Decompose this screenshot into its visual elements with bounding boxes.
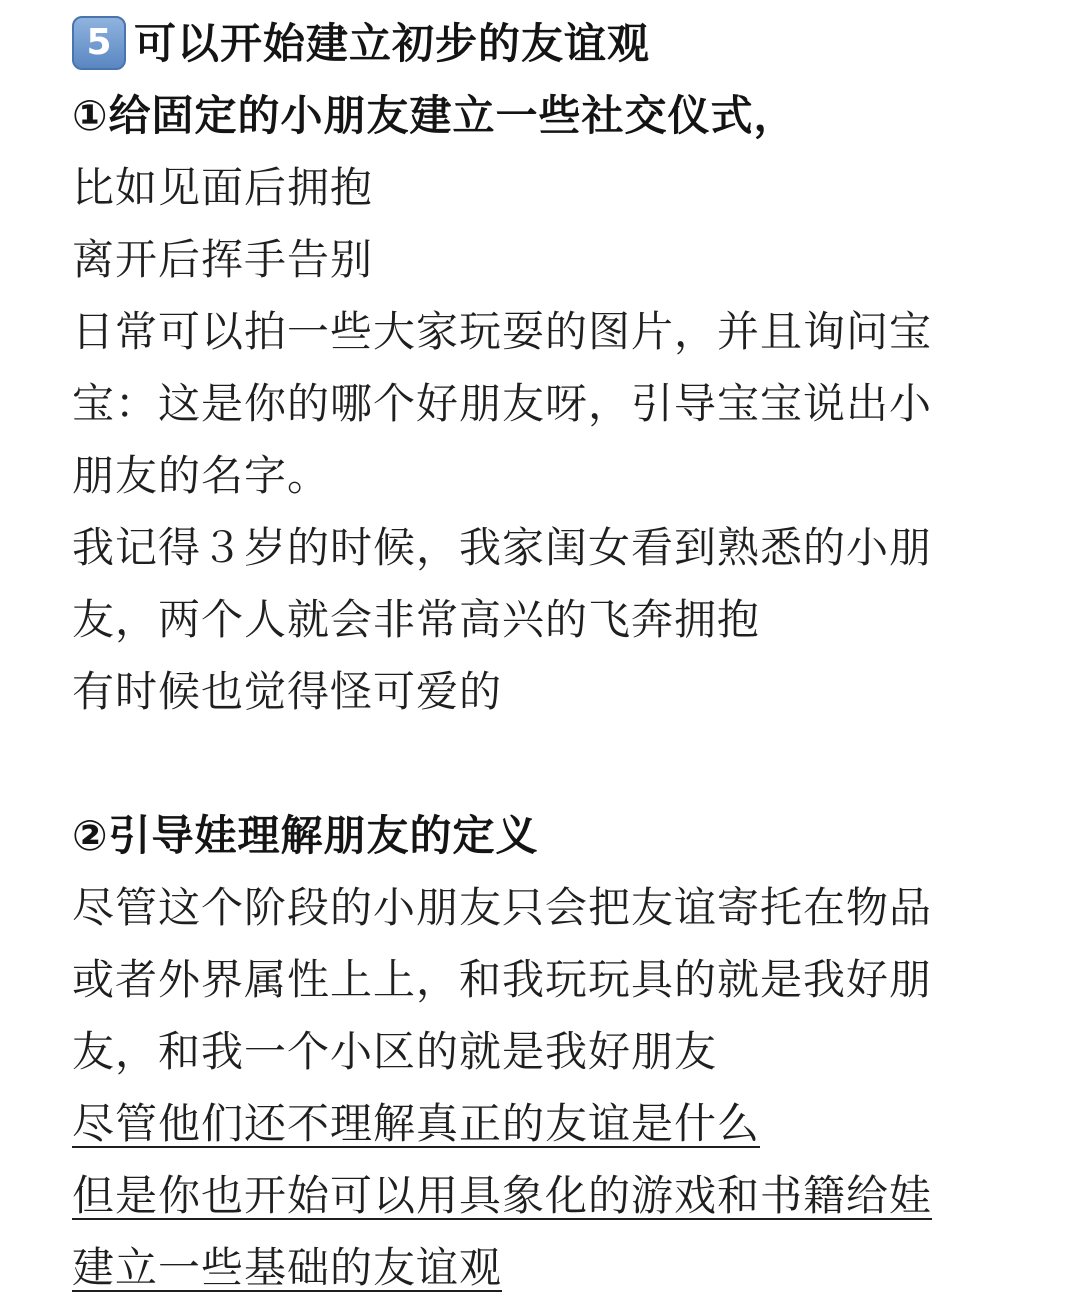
point2-heading: ②引导娃理解朋友的定义 bbox=[72, 811, 539, 860]
paragraph-line: 友，两个人就会非常高兴的飞奔拥抱 bbox=[72, 595, 761, 644]
paragraph-line: 尽管这个阶段的小朋友只会把友谊寄托在物品 bbox=[72, 883, 933, 932]
point1-heading: ①给固定的小朋友建立一些社交仪式， bbox=[72, 91, 797, 140]
underlined-line bbox=[72, 1088, 1032, 1160]
underlined-line bbox=[72, 1160, 1032, 1232]
article-body bbox=[72, 8, 1032, 1304]
underlined-text: 建立一些基础的友谊观 bbox=[72, 1243, 503, 1292]
paragraph-line: 或者外界属性上上，和我玩玩具的就是我好朋 bbox=[72, 955, 933, 1004]
underlined-text: 但是你也开始可以用具象化的游戏和书籍给娃 bbox=[72, 1171, 933, 1220]
underlined-text: 尽管他们还不理解真正的友谊是什么 bbox=[72, 1099, 761, 1148]
paragraph-spacer bbox=[72, 728, 1032, 800]
paragraph-line: 日常可以拍一些大家玩耍的图片，并且询问宝 bbox=[72, 307, 933, 356]
number-five-keycap-icon: 5 bbox=[72, 16, 126, 70]
paragraph-line: 友，和我一个小区的就是我好朋友 bbox=[72, 1027, 718, 1076]
section-heading bbox=[72, 8, 1032, 80]
paragraph-line: 离开后挥手告别 bbox=[72, 235, 374, 284]
paragraph-line: 有时候也觉得怪可爱的 bbox=[72, 667, 503, 716]
paragraph-line: 比如见面后拥抱 bbox=[72, 163, 374, 212]
section-heading-text: 可以开始建立初步的友谊观 bbox=[134, 19, 651, 68]
paragraph-line: 宝：这是你的哪个好朋友呀，引导宝宝说出小 bbox=[72, 379, 933, 428]
underlined-line bbox=[72, 1232, 1032, 1304]
paragraph-line: 朋友的名字。 bbox=[72, 451, 331, 500]
paragraph-line: 我记得３岁的时候，我家闺女看到熟悉的小朋 bbox=[72, 523, 933, 572]
